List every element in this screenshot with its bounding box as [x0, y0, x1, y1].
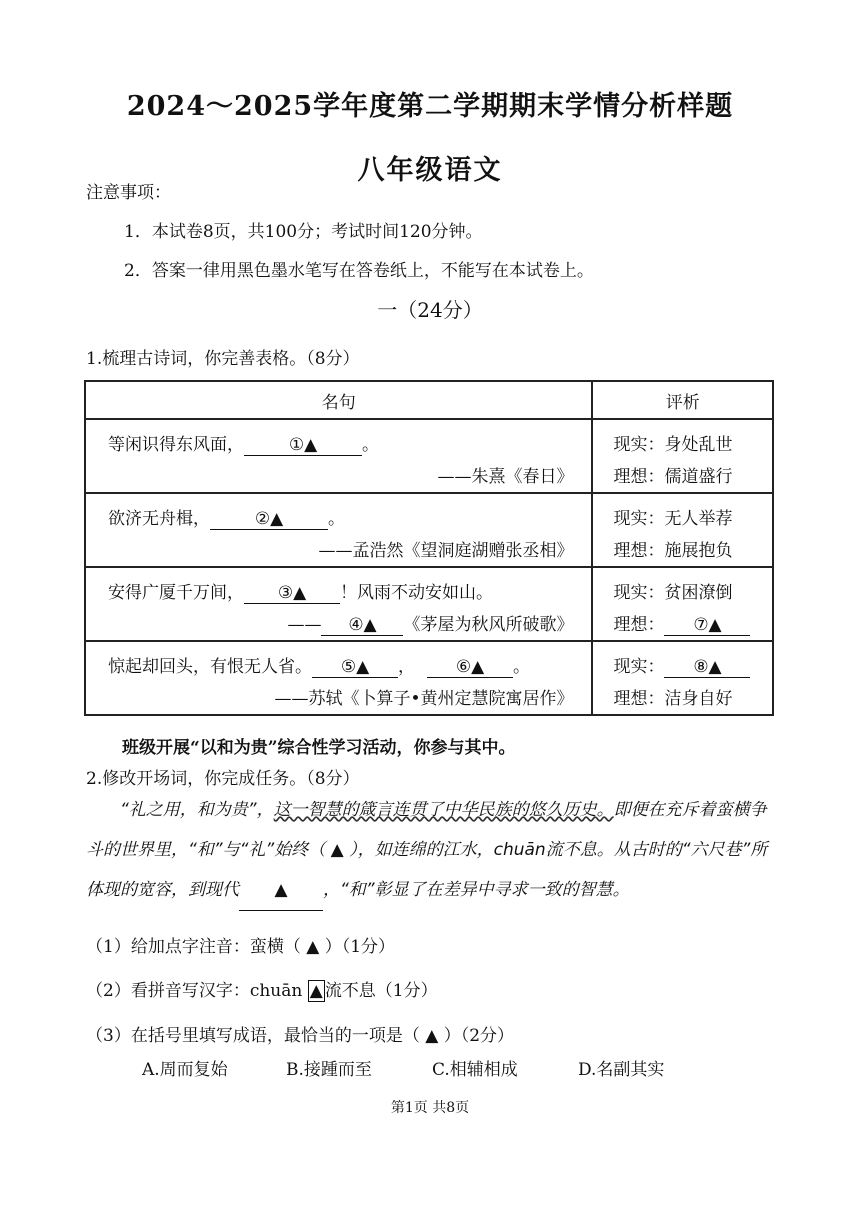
answer-blank[interactable]: ⑤▲ — [312, 657, 398, 678]
eval-blank[interactable]: ⑧▲ — [664, 657, 750, 678]
quote-source: ——朱熹《春日》 — [437, 467, 574, 487]
page-footer: 第1页 共8页 — [390, 1100, 470, 1116]
eval-ideal: 理想：洁身自好 — [613, 689, 733, 709]
poem-table — [84, 380, 774, 716]
author-blank[interactable]: ④▲ — [321, 615, 403, 636]
notice-heading: 注意事项： — [86, 183, 171, 203]
eval-reality: 现实：无人举荐 — [613, 509, 733, 529]
question-1-prompt: 1.梳理古诗词，你完善表格。（8分） — [86, 349, 360, 369]
quote-source: 《茅屋为秋风所破歌》 — [403, 615, 574, 635]
para-body: 即便在充斥着蛮横争斗的世界里，“和”与“礼”始终（ ▲ ），如连绵的江水，chuān流不息。从古时的“六尺巷”所体现的宽容，到现代 — [86, 800, 768, 900]
table-row — [85, 493, 773, 567]
exam-title: 2024～2025学年度第二学期期末学情分析样题 — [126, 91, 734, 122]
quote-end: 。 — [513, 657, 530, 677]
subquestion-2-post: 流不息（1分） — [324, 981, 438, 1001]
quote-end: ！风雨不动安如山。 — [340, 583, 493, 603]
activity-intro: 班级开展“以和为贵”综合性学习活动，你参与其中。 — [122, 738, 516, 758]
quote-cell — [85, 641, 592, 715]
quote-text: 安得广厦千万间， — [108, 583, 244, 603]
eval-ideal: 理想：施展抱负 — [613, 541, 733, 561]
answer-blank[interactable]: ⑥▲ — [427, 657, 513, 678]
para-end: ，“和”彰显了在差异中寻求一致的智慧。 — [323, 880, 630, 900]
table-row — [85, 419, 773, 493]
question-2-prompt: 2.修改开场词，你完成任务。（8分） — [86, 769, 360, 789]
section-heading: 一（24分） — [377, 298, 483, 322]
eval-blank[interactable]: ⑦▲ — [664, 615, 750, 636]
subquestion-2 — [86, 976, 438, 1002]
option-d[interactable]: D.名副其实 — [578, 1060, 665, 1080]
eval-reality-label: 现实： — [613, 657, 665, 677]
para-quote: “礼之用，和为贵”， — [120, 800, 274, 820]
eval-cell — [592, 419, 773, 493]
eval-cell — [592, 567, 773, 641]
eval-cell — [592, 641, 773, 715]
source-dash: —— — [287, 615, 322, 635]
eval-ideal-label: 理想： — [613, 615, 665, 635]
eval-cell — [592, 493, 773, 567]
table-header-row — [85, 381, 773, 419]
quote-end: 。 — [328, 509, 345, 529]
notice-item-2: 2．答案一律用黑色墨水笔写在答卷纸上，不能写在本试卷上。 — [124, 261, 594, 281]
quote-text: 惊起却回头，有恨无人省。 — [108, 657, 312, 677]
quote-text: 等闲识得东风面， — [108, 435, 244, 455]
exam-subject: 八年级语文 — [357, 155, 503, 186]
option-a[interactable]: A.周而复始 — [142, 1060, 228, 1080]
eval-reality: 现实：贫困潦倒 — [613, 583, 733, 603]
col-header-quote: 名句 — [85, 381, 592, 419]
table-row — [85, 567, 773, 641]
quote-cell — [85, 419, 592, 493]
para-blank[interactable]: ▲ — [239, 870, 323, 911]
quote-mid: ， — [398, 657, 415, 677]
subquestion-1: （1）给加点字注音：蛮横（ ▲ ）（1分） — [86, 937, 396, 957]
quote-cell — [85, 493, 592, 567]
col-header-eval: 评析 — [592, 381, 773, 419]
table-row — [85, 641, 773, 715]
eval-ideal: 理想：儒道盛行 — [613, 467, 733, 487]
subquestion-2-pre: （2）看拼音写汉字：chuān — [86, 981, 308, 1001]
eval-reality: 现实：身处乱世 — [613, 435, 733, 455]
quote-cell — [85, 567, 592, 641]
subquestion-3: （3）在括号里填写成语，最恰当的一项是（ ▲ ）（2分） — [86, 1026, 515, 1046]
notice-item-1: 1．本试卷8页，共100分；考试时间120分钟。 — [124, 222, 483, 242]
quote-source: ——孟浩然《望洞庭湖赠张丞相》 — [318, 541, 574, 561]
answer-blank[interactable]: ②▲ — [210, 509, 328, 530]
quote-text: 欲济无舟楫， — [108, 509, 210, 529]
opening-speech-paragraph — [86, 790, 776, 911]
answer-blank[interactable]: ③▲ — [244, 583, 340, 604]
option-c[interactable]: C.相辅相成 — [432, 1060, 518, 1080]
answer-blank[interactable]: ①▲ — [244, 435, 362, 456]
quote-source: ——苏轼《卜算子•黄州定慧院寓居作》 — [274, 689, 574, 709]
hanzi-answer-box[interactable]: ▲ — [309, 981, 323, 1001]
para-wavy-sentence: 这一智慧的箴言连贯了中华民族的悠久历史。 — [273, 800, 614, 820]
option-b[interactable]: B.接踵而至 — [286, 1060, 372, 1080]
quote-end: 。 — [362, 435, 379, 455]
